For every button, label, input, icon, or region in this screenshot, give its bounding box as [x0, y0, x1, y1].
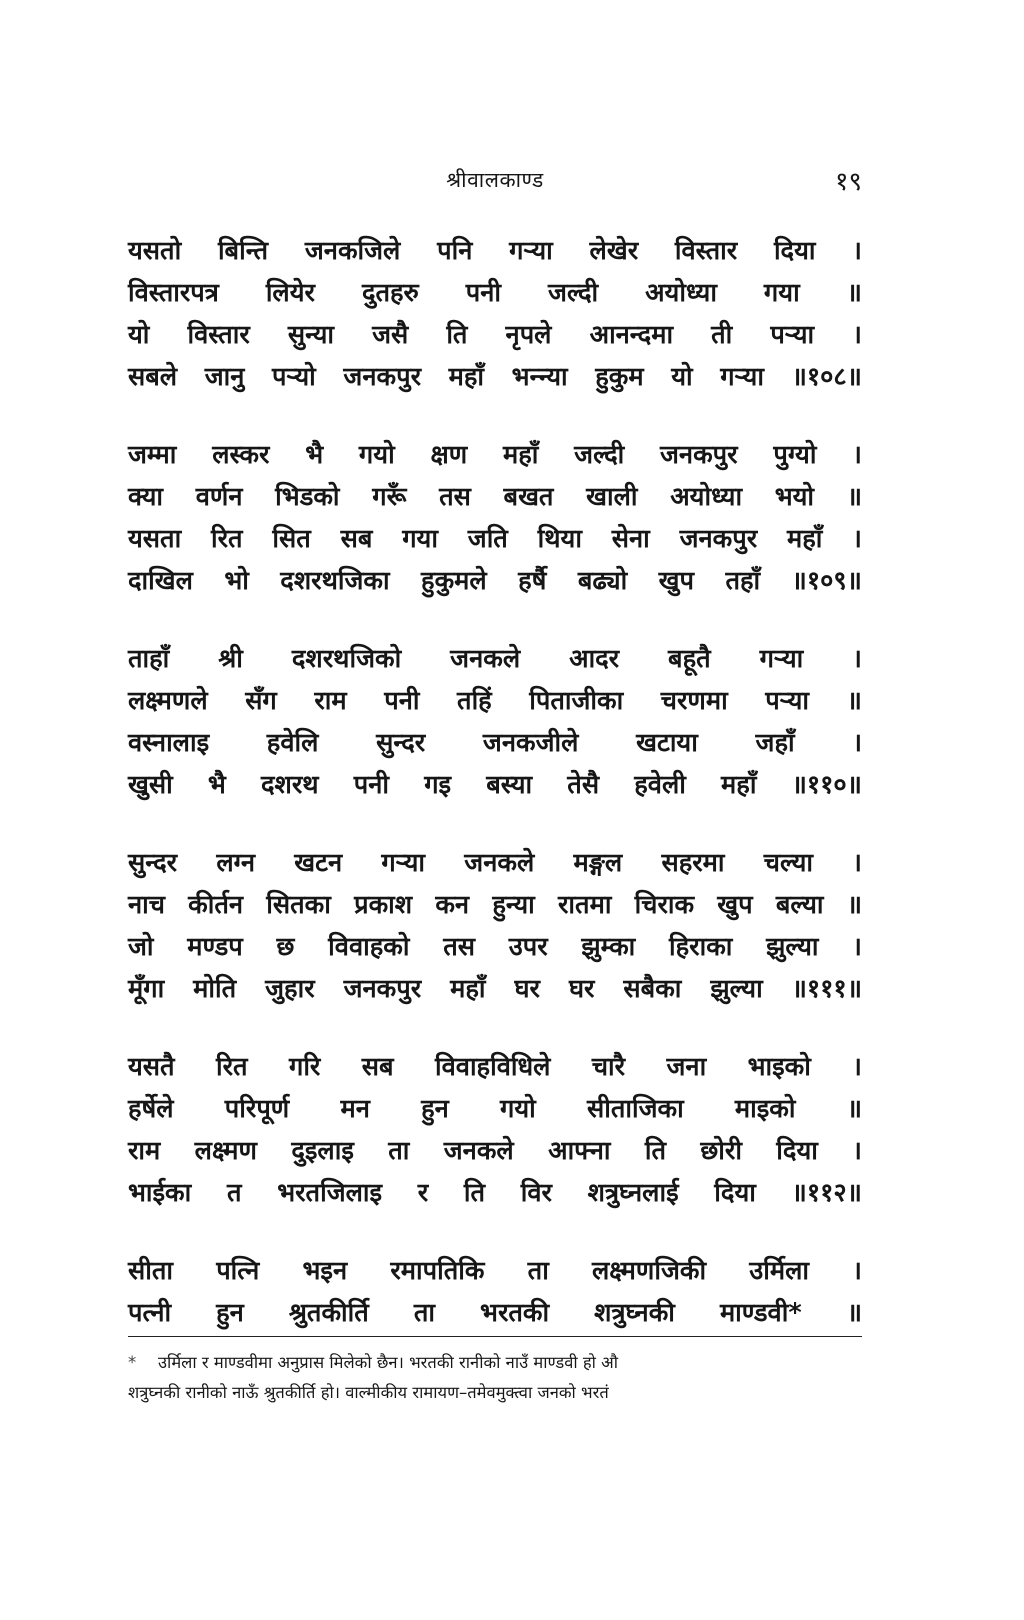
verse-word: भो — [224, 566, 249, 596]
verse-word: दाखिल — [128, 566, 193, 596]
verse-word: तहिं — [457, 686, 492, 716]
verse-word: हुन — [216, 1298, 244, 1328]
verse-word: गऱ्या — [720, 362, 764, 392]
verse-word: अयोध्या — [645, 278, 717, 308]
verse-word: । — [852, 320, 862, 350]
verse-word: त — [226, 1178, 242, 1208]
verse-word: हुन — [421, 1094, 449, 1124]
verse-word: पुग्यो — [773, 440, 817, 470]
verse-word: विस्तार — [187, 320, 250, 350]
verse-word: सीता — [128, 1256, 173, 1286]
verse-line — [128, 842, 862, 884]
verse-word: लस्कर — [212, 440, 270, 470]
verse-word: गऱ्या — [381, 848, 426, 878]
verse-word: तहाँ — [725, 566, 761, 596]
verse-word: तस — [439, 482, 471, 512]
verse-word: ॥ — [846, 482, 862, 512]
verse-line — [128, 1088, 862, 1130]
verse-word: हर्षै — [518, 566, 547, 596]
verse-word: छ — [276, 932, 295, 962]
verse-word: । — [852, 1052, 862, 1082]
verse-word: बल्या — [775, 890, 824, 920]
verse-word: क्या — [128, 482, 164, 512]
verse-word: । — [852, 1136, 862, 1166]
verse-word: जानु — [204, 362, 245, 392]
verse-word: खटन — [294, 848, 343, 878]
verse-line — [128, 476, 862, 518]
stanza — [128, 1250, 862, 1334]
verse-word: माइको — [734, 1094, 796, 1124]
verse-word: थिया — [537, 524, 582, 554]
verse-word: वर्णन — [195, 482, 243, 512]
verse-word: खुप — [717, 890, 753, 920]
verse-line — [128, 884, 862, 926]
verse-line — [128, 722, 862, 764]
verse-word: दशरथजिका — [280, 566, 390, 596]
verse-word: दशरथजिको — [291, 644, 402, 674]
verse-line — [128, 1250, 862, 1292]
verse-word: नृपले — [505, 320, 552, 350]
verse-word: श्री — [218, 644, 243, 674]
verse-line — [128, 272, 862, 314]
verse-word: रित — [215, 1052, 248, 1082]
verse-word: मङ्गल — [573, 848, 623, 878]
verse-word: खुसी — [128, 770, 173, 800]
verse-word: सीताजिका — [587, 1094, 684, 1124]
footnote-line-2: शत्रुघ्नकी रानीको नाऊँ श्रुतकीर्ति हो। वाल्मीकीय रामायण–तमेवमुक्त्वा जनको भरतं — [128, 1383, 609, 1402]
verse-word: सब — [361, 1052, 394, 1082]
verse-word: मूँगा — [128, 974, 165, 1004]
verse-word: ॥ — [846, 1094, 862, 1124]
verse-word: आफ्ना — [548, 1136, 611, 1166]
verse-word: जनकपुर — [343, 362, 421, 392]
verse-word: ॥ — [846, 686, 862, 716]
verse-word: ॥११२॥ — [791, 1178, 862, 1208]
verse-word: क्षण — [430, 440, 468, 470]
verse-word: गया — [763, 278, 800, 308]
verse-word: पनी — [353, 770, 390, 800]
verse-word: कन — [435, 890, 470, 920]
verse-word: उर्मिला — [749, 1256, 810, 1286]
verse-word: जहाँ — [755, 728, 795, 758]
verse-word: पत्नी — [128, 1298, 172, 1328]
verse-word: झुम्का — [581, 932, 636, 962]
verse-word: ॥१०९॥ — [791, 566, 862, 596]
verse-word: जनकजिले — [304, 236, 401, 266]
verse-word: भिडको — [275, 482, 340, 512]
verse-word: बस्या — [486, 770, 533, 800]
verse-word: जनकपुर — [679, 524, 758, 554]
verse-word: श्रुतकीर्ति — [288, 1298, 369, 1328]
verse-word: जनकजीले — [482, 728, 579, 758]
verse-line — [128, 356, 862, 398]
verse-word: ॥११०॥ — [791, 770, 862, 800]
verse-word: बिन्ति — [217, 236, 269, 266]
stanza — [128, 638, 862, 806]
verse-word: हर्षेले — [128, 1094, 174, 1124]
verse-word: भन्न्या — [511, 362, 568, 392]
verse-word: सित — [272, 524, 311, 554]
verse-word: नाच — [128, 890, 165, 920]
verse-word: जनकपुर — [660, 440, 738, 470]
verse-word: महाँ — [721, 770, 757, 800]
verse-word: विर — [520, 1178, 552, 1208]
verse-word: महाँ — [786, 524, 823, 554]
verse-word: ता — [527, 1256, 549, 1286]
verse-body — [128, 230, 862, 1370]
verse-word: महाँ — [448, 362, 485, 392]
stanza — [128, 230, 862, 398]
verse-word: भइन — [302, 1256, 348, 1286]
verse-word: जनकले — [464, 848, 535, 878]
verse-word: बखत — [503, 482, 554, 512]
verse-word: जनकपुर — [343, 974, 422, 1004]
verse-word: दुइलाइ — [291, 1136, 354, 1166]
verse-word: दिया — [773, 236, 816, 266]
verse-word: । — [852, 848, 862, 878]
verse-word: सुन्दर — [376, 728, 426, 758]
verse-word: गऱ्या — [759, 644, 804, 674]
verse-word: विस्तारपत्र — [128, 278, 219, 308]
verse-line — [128, 926, 862, 968]
verse-word: हवेली — [634, 770, 686, 800]
verse-word: जो — [128, 932, 154, 962]
verse-word: लक्ष्मणले — [128, 686, 208, 716]
verse-word: ति — [644, 1136, 667, 1166]
verse-word: खटाया — [636, 728, 698, 758]
verse-line — [128, 230, 862, 272]
stanza — [128, 1046, 862, 1214]
verse-word: घर — [514, 974, 540, 1004]
verse-word: यो — [671, 362, 693, 392]
verse-word: चल्या — [763, 848, 814, 878]
verse-word: भै — [207, 770, 226, 800]
verse-word: दिया — [714, 1178, 756, 1208]
verse-word: जल्दी — [574, 440, 625, 470]
verse-word: । — [852, 728, 862, 758]
verse-word: पनी — [384, 686, 420, 716]
verse-word: यो — [128, 320, 150, 350]
verse-line — [128, 1172, 862, 1214]
verse-line — [128, 1130, 862, 1172]
verse-word: हुकुमले — [421, 566, 487, 596]
verse-line — [128, 1292, 862, 1334]
verse-word: हवेलि — [266, 728, 319, 758]
verse-word: जनकले — [450, 644, 521, 674]
verse-word: पऱ्या — [770, 320, 815, 350]
verse-word: मन — [340, 1094, 370, 1124]
verse-word: तेसै — [567, 770, 600, 800]
verse-word: ॥ — [846, 278, 862, 308]
verse-word: लग्न — [216, 848, 255, 878]
verse-word: पनि — [437, 236, 473, 266]
verse-word: । — [852, 1256, 862, 1286]
verse-line — [128, 1046, 862, 1088]
verse-line — [128, 314, 862, 356]
verse-word: पत्नि — [216, 1256, 260, 1286]
verse-word: विवाहविधिले — [434, 1052, 551, 1082]
footnote-text-1: उर्मिला र माण्डवीमा अनुप्रास मिलेको छैन। भरतकी रानीको नाउँ माण्डवी हो औ — [158, 1353, 619, 1372]
verse-word: जल्दी — [548, 278, 599, 308]
footnote-divider — [128, 1336, 862, 1337]
verse-word: सितका — [266, 890, 331, 920]
verse-word: मोति — [193, 974, 237, 1004]
verse-word: जति — [467, 524, 508, 554]
verse-line — [128, 764, 862, 806]
footnote-marker: * — [128, 1353, 137, 1372]
verse-line — [128, 560, 862, 602]
verse-word: यसतै — [128, 1052, 175, 1082]
page-header — [128, 160, 862, 200]
verse-word: झुल्या — [766, 932, 819, 962]
verse-word: सँग — [245, 686, 277, 716]
footnote-line-1 — [128, 1348, 862, 1378]
verse-word: वस्नालाइ — [128, 728, 210, 758]
verse-word: खाली — [586, 482, 638, 512]
verse-word: ता — [388, 1136, 410, 1166]
footnote — [128, 1348, 862, 1408]
verse-word: राम — [128, 1136, 161, 1166]
verse-word: दशरथ — [260, 770, 319, 800]
verse-word: ताहाँ — [128, 644, 170, 674]
verse-line — [128, 968, 862, 1010]
verse-word: खुप — [658, 566, 695, 596]
verse-word: विवाहको — [328, 932, 410, 962]
verse-word: आनन्दमा — [589, 320, 674, 350]
verse-word: ति — [446, 320, 468, 350]
verse-word: ॥१११॥ — [791, 974, 862, 1004]
verse-word: लक्ष्मणजिकी — [592, 1256, 707, 1286]
verse-word: बहूतै — [668, 644, 711, 674]
verse-line — [128, 434, 862, 476]
verse-word: दिया — [776, 1136, 818, 1166]
verse-word: आदर — [569, 644, 620, 674]
verse-word: रातमा — [558, 890, 612, 920]
verse-word: जना — [666, 1052, 707, 1082]
verse-word: जुहार — [265, 974, 315, 1004]
verse-word: भरतकी — [480, 1298, 550, 1328]
verse-word: हुन्या — [492, 890, 535, 920]
verse-word: । — [852, 524, 862, 554]
verse-word: । — [852, 932, 862, 962]
verse-line — [128, 638, 862, 680]
verse-word: गयो — [358, 440, 395, 470]
page-number: १९ — [834, 167, 862, 197]
verse-word: सुन्दर — [128, 848, 178, 878]
verse-word: उपर — [508, 932, 548, 962]
verse-word: चिराक — [634, 890, 695, 920]
verse-word: विस्तार — [674, 236, 738, 266]
verse-word: गरूँ — [372, 482, 407, 512]
verse-word: भाइको — [747, 1052, 811, 1082]
verse-word: महाँ — [502, 440, 539, 470]
verse-word: माण्डवी* — [719, 1298, 802, 1328]
verse-word: छोरी — [700, 1136, 742, 1166]
stanza — [128, 434, 862, 602]
verse-word: हिराका — [669, 932, 733, 962]
verse-word: । — [852, 440, 862, 470]
verse-word: यसता — [128, 524, 182, 554]
verse-word: सब — [340, 524, 373, 554]
verse-word: पऱ्या — [765, 686, 810, 716]
verse-word: गयो — [500, 1094, 536, 1124]
verse-word: घर — [568, 974, 595, 1004]
verse-word: मण्डप — [187, 932, 243, 962]
verse-line — [128, 680, 862, 722]
verse-word: ता — [413, 1298, 435, 1328]
verse-word: सबले — [128, 362, 178, 392]
verse-word: महाँ — [450, 974, 486, 1004]
verse-word: सहरमा — [661, 848, 725, 878]
verse-word: शत्रुघ्नकी — [594, 1298, 675, 1328]
verse-word: चरणमा — [660, 686, 728, 716]
verse-word: ॥१०८॥ — [791, 362, 862, 392]
verse-word: अयोध्या — [670, 482, 743, 512]
verse-word: बढ्यो — [577, 566, 628, 596]
verse-word: लियेर — [265, 278, 315, 308]
verse-word: जनकले — [443, 1136, 514, 1166]
verse-word: सुन्या — [287, 320, 334, 350]
verse-word: गरि — [288, 1052, 321, 1082]
verse-word: शत्रुघ्नलाई — [587, 1178, 679, 1208]
stanza — [128, 842, 862, 1010]
verse-word: ती — [711, 320, 733, 350]
verse-word: राम — [314, 686, 347, 716]
verse-word: गया — [402, 524, 438, 554]
verse-word: जम्मा — [128, 440, 177, 470]
verse-word: भरतजिलाइ — [277, 1178, 383, 1208]
verse-word: भै — [305, 440, 324, 470]
verse-word: रित — [210, 524, 243, 554]
verse-word: पनी — [465, 278, 502, 308]
verse-word: ॥ — [846, 1298, 862, 1328]
verse-word: भयो — [774, 482, 815, 512]
verse-word: पऱ्यो — [272, 362, 316, 392]
verse-line — [128, 518, 862, 560]
verse-word: । — [852, 644, 862, 674]
verse-word: लक्ष्मण — [194, 1136, 257, 1166]
verse-word: चारै — [591, 1052, 626, 1082]
verse-word: कीर्तन — [188, 890, 244, 920]
verse-word: झुल्या — [710, 974, 763, 1004]
verse-word: गऱ्या — [509, 236, 553, 266]
page-title: श्रीवालकाण्ड — [446, 168, 544, 192]
verse-word: रमापतिकि — [390, 1256, 485, 1286]
verse-word: जसै — [372, 320, 409, 350]
verse-word: ॥ — [846, 890, 862, 920]
verse-word: सबैका — [623, 974, 682, 1004]
verse-word: दुतहरु — [361, 278, 419, 308]
verse-word: भाईका — [128, 1178, 192, 1208]
verse-word: सेना — [611, 524, 650, 554]
verse-word: पिताजीका — [529, 686, 624, 716]
verse-word: गइ — [424, 770, 452, 800]
verse-word: । — [852, 236, 862, 266]
verse-word: यसतो — [128, 236, 182, 266]
verse-word: र — [417, 1178, 429, 1208]
verse-word: प्रकाश — [354, 890, 413, 920]
verse-word: परिपूर्ण — [224, 1094, 290, 1124]
verse-word: तस — [443, 932, 475, 962]
verse-word: ति — [463, 1178, 486, 1208]
verse-word: लेखेर — [589, 236, 639, 266]
verse-word: हुकुम — [595, 362, 644, 392]
